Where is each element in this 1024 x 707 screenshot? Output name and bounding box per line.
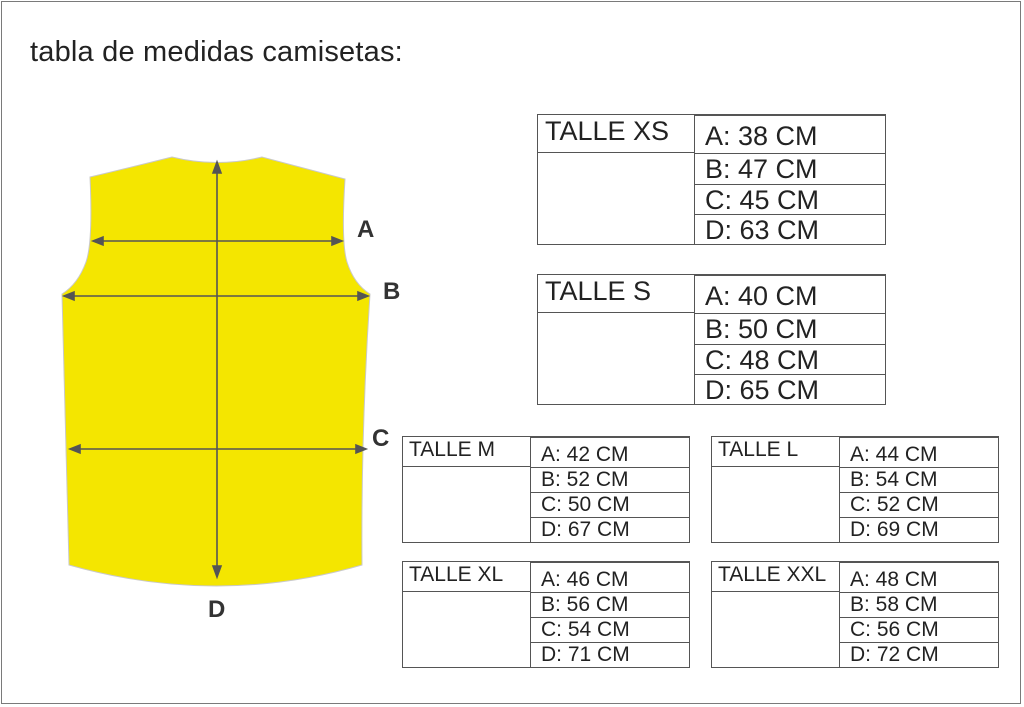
measure-row-c xyxy=(695,184,885,214)
label-a: A xyxy=(357,216,375,243)
measure-row-c xyxy=(695,344,885,374)
measure-row-b xyxy=(695,313,885,344)
measure-value: A: 46 CM xyxy=(541,568,629,591)
measure-value: D: 63 CM xyxy=(705,215,820,245)
size-name-cell xyxy=(538,275,695,404)
measure-row-d xyxy=(840,517,998,542)
page-title: tabla de medidas camisetas: xyxy=(30,36,403,68)
size-name-cell xyxy=(712,562,840,667)
measure-value: D: 67 CM xyxy=(541,518,630,541)
size-name-cell xyxy=(712,437,840,542)
measure-row-d xyxy=(695,214,885,244)
measure-value: A: 38 CM xyxy=(705,121,818,151)
measure-value: D: 72 CM xyxy=(850,643,939,666)
measure-value: C: 50 CM xyxy=(541,493,630,516)
measure-value: C: 45 CM xyxy=(705,185,820,215)
measure-value: C: 48 CM xyxy=(705,345,820,375)
size-name: TALLE M xyxy=(409,438,495,461)
measure-value: A: 42 CM xyxy=(541,443,629,466)
measure-value: B: 54 CM xyxy=(850,468,938,491)
size-name-cell xyxy=(403,562,531,667)
size-table-l xyxy=(711,436,999,543)
measure-row-a xyxy=(695,115,885,153)
measure-value: B: 50 CM xyxy=(705,314,818,344)
measure-row-a xyxy=(531,562,689,592)
measure-value: D: 65 CM xyxy=(705,375,820,405)
measure-value: C: 54 CM xyxy=(541,618,630,641)
label-d: D xyxy=(208,596,226,623)
measure-row-c xyxy=(531,492,689,517)
measure-value: A: 48 CM xyxy=(850,568,938,591)
measure-row-c xyxy=(840,492,998,517)
size-name-cell xyxy=(403,437,531,542)
vest-shape xyxy=(62,157,370,586)
size-name-cell xyxy=(538,115,695,244)
measure-value: B: 58 CM xyxy=(850,593,938,616)
size-name: TALLE L xyxy=(718,438,799,461)
measure-value: D: 69 CM xyxy=(850,518,939,541)
measure-row-b xyxy=(531,592,689,617)
size-name: TALLE XL xyxy=(409,563,504,586)
measure-row-d xyxy=(531,517,689,542)
measure-value: C: 52 CM xyxy=(850,493,939,516)
measure-value: D: 71 CM xyxy=(541,643,630,666)
measure-row-d xyxy=(695,374,885,404)
size-name: TALLE XXL xyxy=(718,563,827,586)
size-name: TALLE S xyxy=(545,276,652,306)
size-table-m xyxy=(402,436,690,543)
size-table-s xyxy=(537,274,886,405)
size-table-xxl xyxy=(711,561,999,668)
measure-row-a xyxy=(840,562,998,592)
measure-row-a xyxy=(531,437,689,467)
label-c: C xyxy=(372,425,390,452)
measure-value: B: 52 CM xyxy=(541,468,629,491)
measure-row-c xyxy=(531,617,689,642)
arrowhead xyxy=(356,445,366,453)
size-name: TALLE XS xyxy=(545,116,670,146)
measure-row-a xyxy=(840,437,998,467)
measure-row-b xyxy=(531,467,689,492)
measure-row-b xyxy=(840,467,998,492)
measure-value: B: 47 CM xyxy=(705,154,818,184)
size-table-xs xyxy=(537,114,886,245)
measure-row-d xyxy=(531,642,689,667)
size-table-xl xyxy=(402,561,690,668)
measure-value: C: 56 CM xyxy=(850,618,939,641)
measure-value: A: 40 CM xyxy=(705,281,818,311)
label-b: B xyxy=(383,278,401,305)
measure-row-b xyxy=(840,592,998,617)
measure-row-c xyxy=(840,617,998,642)
measure-row-a xyxy=(695,275,885,313)
measure-row-d xyxy=(840,642,998,667)
measure-value: B: 56 CM xyxy=(541,593,629,616)
measure-row-b xyxy=(695,153,885,184)
measure-value: A: 44 CM xyxy=(850,443,938,466)
